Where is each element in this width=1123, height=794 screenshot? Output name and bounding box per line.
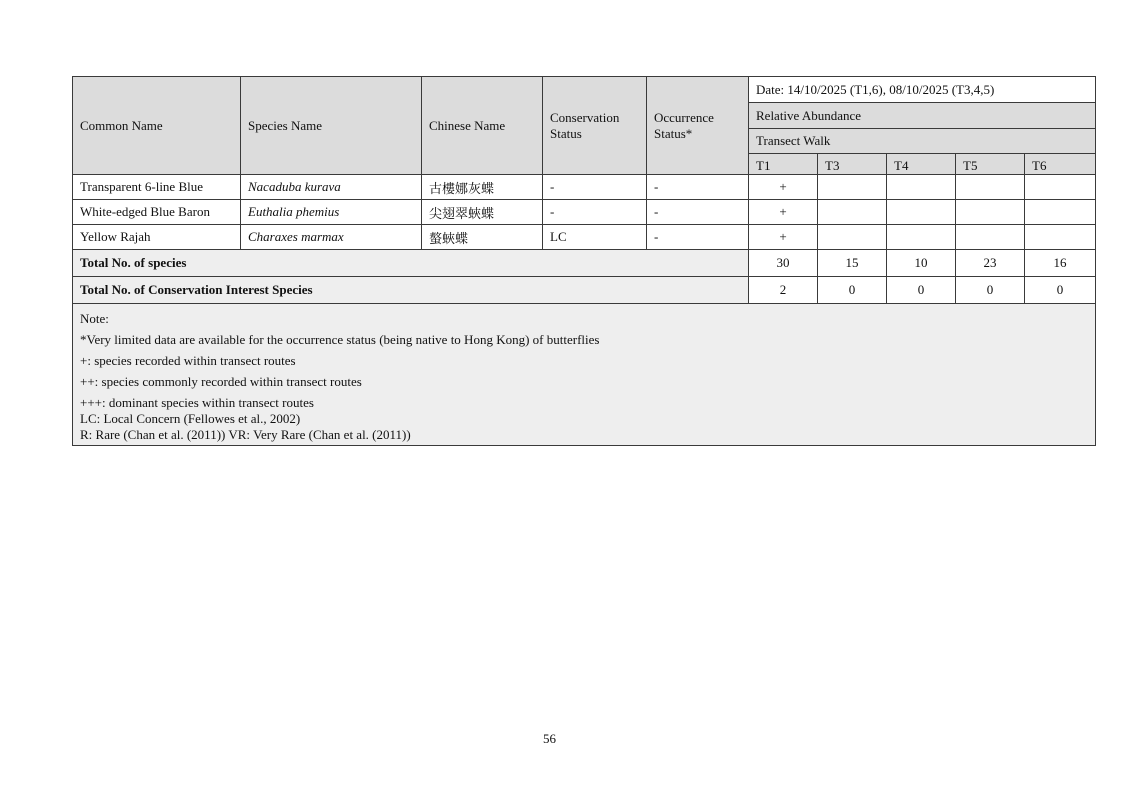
abundance-t3-cell	[818, 175, 887, 200]
header-species-name: Species Name	[241, 77, 422, 175]
table-row	[73, 200, 1096, 225]
chinese-name-cell: 螯蛺蝶	[422, 225, 543, 250]
abundance-t4-cell	[887, 225, 956, 250]
conservation-status-cell: -	[543, 175, 647, 200]
header-transect-t6: T6	[1025, 154, 1096, 175]
species-name-cell: Charaxes marmax	[241, 225, 422, 250]
note-line: ++: species commonly recorded within transect routes	[80, 374, 362, 389]
abundance-t6-cell	[1025, 175, 1096, 200]
total-species-t4: 10	[887, 250, 956, 277]
abundance-t3-cell	[818, 225, 887, 250]
abundance-t1-cell: +	[749, 200, 818, 225]
table-row	[73, 225, 1096, 250]
chinese-name-cell: 古樓娜灰蝶	[422, 175, 543, 200]
total-species-label: Total No. of species	[73, 250, 749, 277]
abundance-t5-cell	[956, 175, 1025, 200]
note-line: R: Rare (Chan et al. (2011)) VR: Very Rare (Chan et al. (2011))	[80, 427, 411, 442]
header-transect-walk: Transect Walk	[749, 129, 1096, 154]
total-conservation-t1: 2	[749, 277, 818, 304]
abundance-t5-cell	[956, 200, 1025, 225]
header-occurrence-status-line2: Status*	[654, 125, 693, 141]
abundance-t1-cell: +	[749, 225, 818, 250]
common-name-cell: Yellow Rajah	[73, 225, 241, 250]
total-species-t3: 15	[818, 250, 887, 277]
occurrence-status-cell: -	[647, 175, 749, 200]
total-conservation-row	[73, 277, 1096, 304]
note-heading: Note:	[80, 311, 109, 326]
total-species-t5: 23	[956, 250, 1025, 277]
page-number: 56	[543, 731, 556, 746]
abundance-t6-cell	[1025, 200, 1096, 225]
header-conservation-status-line2: Status	[550, 125, 582, 141]
header-occurrence-status	[647, 77, 749, 175]
total-conservation-label: Total No. of Conservation Interest Species	[73, 277, 749, 304]
note-line: +: species recorded within transect routes	[80, 353, 296, 368]
species-name-cell: Euthalia phemius	[241, 200, 422, 225]
notes-cell	[73, 304, 1096, 446]
header-survey-date: Date: 14/10/2025 (T1,6), 08/10/2025 (T3,4,5)	[749, 77, 1096, 103]
common-name-cell: White-edged Blue Baron	[73, 200, 241, 225]
conservation-status-cell: LC	[543, 225, 647, 250]
header-transect-t4: T4	[887, 154, 956, 175]
total-species-t1: 30	[749, 250, 818, 277]
notes-row	[73, 304, 1096, 446]
header-transect-t3: T3	[818, 154, 887, 175]
abundance-t4-cell	[887, 175, 956, 200]
occurrence-status-cell: -	[647, 225, 749, 250]
abundance-t4-cell	[887, 200, 956, 225]
abundance-t1-cell: +	[749, 175, 818, 200]
header-transect-t5: T5	[956, 154, 1025, 175]
abundance-t3-cell	[818, 200, 887, 225]
species-name-cell: Nacaduba kurava	[241, 175, 422, 200]
total-species-row	[73, 250, 1096, 277]
header-relative-abundance: Relative Abundance	[749, 103, 1096, 129]
header-conservation-status	[543, 77, 647, 175]
header-chinese-name: Chinese Name	[422, 77, 543, 175]
conservation-status-cell: -	[543, 200, 647, 225]
total-conservation-t3: 0	[818, 277, 887, 304]
total-conservation-t6: 0	[1025, 277, 1096, 304]
common-name-cell: Transparent 6-line Blue	[73, 175, 241, 200]
abundance-t5-cell	[956, 225, 1025, 250]
header-occurrence-status-line1: Occurrence	[654, 109, 714, 125]
table-row	[73, 175, 1096, 200]
note-line: *Very limited data are available for the occurrence status (being native to Hong Kong) of butterflies	[80, 332, 600, 347]
chinese-name-cell: 尖翅翠蛺蝶	[422, 200, 543, 225]
butterfly-survey-table	[72, 76, 1096, 446]
header-common-name: Common Name	[73, 77, 241, 175]
note-line: LC: Local Concern (Fellowes et al., 2002)	[80, 411, 301, 426]
occurrence-status-cell: -	[647, 200, 749, 225]
total-species-t6: 16	[1025, 250, 1096, 277]
abundance-t6-cell	[1025, 225, 1096, 250]
total-conservation-t5: 0	[956, 277, 1025, 304]
header-conservation-status-line1: Conservation	[550, 109, 620, 125]
note-line: +++: dominant species within transect routes	[80, 395, 314, 410]
total-conservation-t4: 0	[887, 277, 956, 304]
header-transect-t1: T1	[749, 154, 818, 175]
